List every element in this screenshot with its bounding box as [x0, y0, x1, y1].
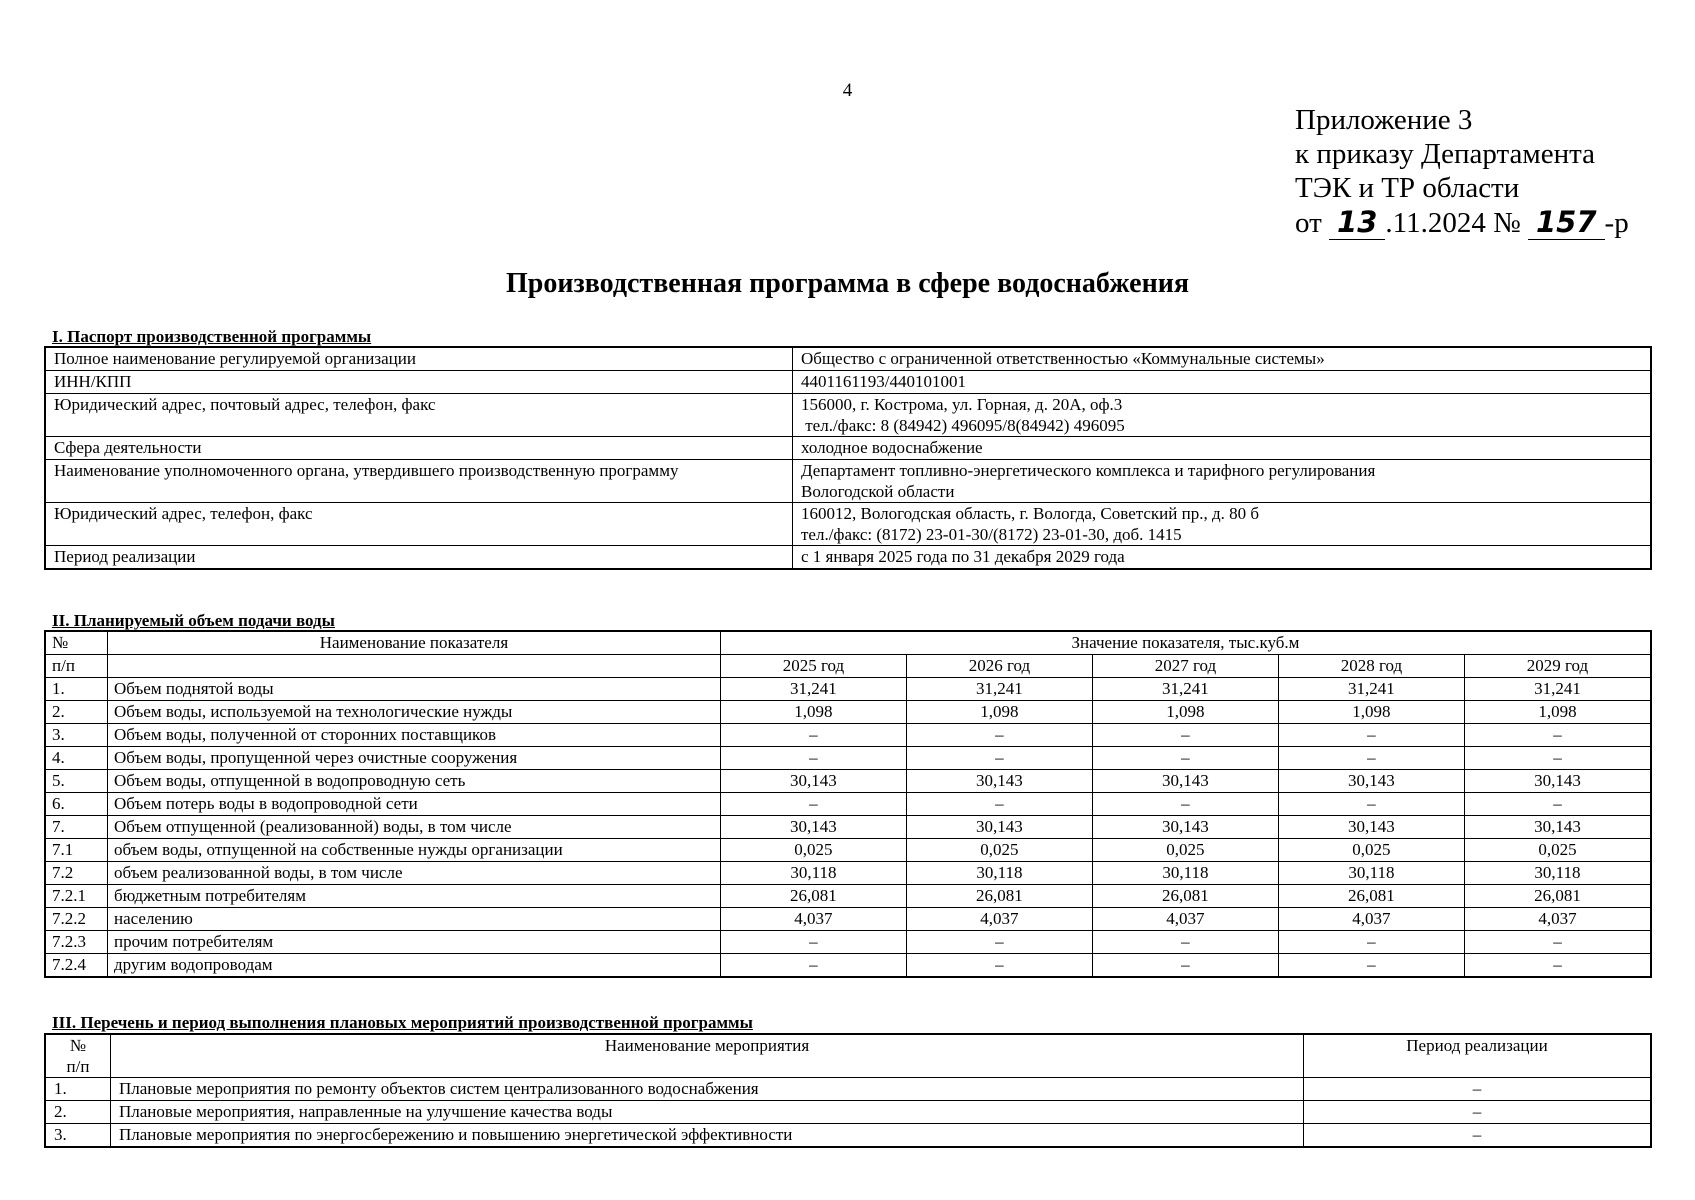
- plan-row-number: 3.: [45, 1124, 111, 1148]
- indicator-value: 26,081: [906, 885, 1092, 908]
- passport-label: Полное наименование регулируемой организации: [45, 347, 793, 371]
- indicator-value: 30,118: [720, 862, 906, 885]
- indicator-value: –: [1464, 793, 1651, 816]
- plan-header-row: [45, 1034, 1651, 1078]
- year-header: 2029 год: [1464, 655, 1651, 678]
- passport-value: 4401161193/440101001: [801, 372, 966, 391]
- indicator-value: 1,098: [1464, 701, 1651, 724]
- planned-measures-table: [44, 1033, 1652, 1148]
- indicator-value: 0,025: [1464, 839, 1651, 862]
- indicator-value: 30,118: [1092, 862, 1278, 885]
- plan-row-number: 2.: [45, 1101, 111, 1124]
- indicator-value: 1,098: [906, 701, 1092, 724]
- indicator-value: 4,037: [1278, 908, 1464, 931]
- passport-value: холодное водоснабжение: [801, 438, 983, 457]
- plan-row: [45, 1124, 1651, 1148]
- section-3-title: III. Перечень и период выполнения плановых мероприятий производственной программы: [52, 1013, 753, 1032]
- indicator-value: 30,143: [1278, 770, 1464, 793]
- indicator-value: –: [1278, 954, 1464, 978]
- passport-value-cell: [793, 394, 1652, 437]
- row-number: 6.: [45, 793, 108, 816]
- passport-value: с 1 января 2025 года по 31 декабря 2029 года: [801, 547, 1125, 566]
- appendix-block: [1295, 103, 1629, 240]
- passport-value-line2: тел./факс: 8 (84942) 496095/8(84942) 496095: [801, 416, 1125, 435]
- plan-row: [45, 1101, 1651, 1124]
- indicator-value: –: [720, 793, 906, 816]
- indicator-value: 30,118: [1464, 862, 1651, 885]
- row-number: 7.2.3: [45, 931, 108, 954]
- appendix-line-2: к приказу Департамента: [1295, 138, 1596, 170]
- plan-measure-name: Плановые мероприятия, направленные на улучшение качества воды: [111, 1101, 1304, 1124]
- indicator-value: 26,081: [1278, 885, 1464, 908]
- passport-value-cell: [793, 371, 1652, 394]
- appendix-line-3: ТЭК и ТР области: [1295, 172, 1520, 204]
- row-number: 1.: [45, 678, 108, 701]
- volume-row: [45, 839, 1651, 862]
- plan-col-name-header: Наименование мероприятия: [111, 1034, 1304, 1078]
- indicator-value: –: [1464, 724, 1651, 747]
- passport-label: Юридический адрес, телефон, факс: [45, 503, 793, 546]
- indicator-value: 4,037: [720, 908, 906, 931]
- indicator-name: объем воды, отпущенной на собственные нужды организации: [108, 839, 721, 862]
- indicator-value: 30,143: [1092, 770, 1278, 793]
- appendix-date-line: [1295, 205, 1629, 240]
- indicator-value: –: [1092, 931, 1278, 954]
- volume-row: [45, 770, 1651, 793]
- indicator-name: Объем воды, полученной от сторонних поставщиков: [108, 724, 721, 747]
- indicator-value: –: [1092, 793, 1278, 816]
- year-header: 2028 год: [1278, 655, 1464, 678]
- indicator-value: –: [1464, 747, 1651, 770]
- passport-label: Юридический адрес, почтовый адрес, телефон, факс: [45, 394, 793, 437]
- passport-value-cell: [793, 503, 1652, 546]
- passport-row: [45, 347, 1651, 371]
- volume-row: [45, 747, 1651, 770]
- indicator-value: –: [1092, 724, 1278, 747]
- indicator-value: –: [720, 724, 906, 747]
- indicator-value: 1,098: [720, 701, 906, 724]
- indicator-name: Объем потерь воды в водопроводной сети: [108, 793, 721, 816]
- indicator-value: –: [1278, 793, 1464, 816]
- year-header: 2026 год: [906, 655, 1092, 678]
- year-header: 2027 год: [1092, 655, 1278, 678]
- indicator-value: 26,081: [1092, 885, 1278, 908]
- indicator-value: –: [906, 931, 1092, 954]
- row-number: 7.2.1: [45, 885, 108, 908]
- volume-row: [45, 678, 1651, 701]
- indicator-value: –: [720, 954, 906, 978]
- indicator-name: другим водопроводам: [108, 954, 721, 978]
- indicator-value: 31,241: [1092, 678, 1278, 701]
- date-prefix: от: [1295, 207, 1322, 239]
- indicator-value: –: [1278, 747, 1464, 770]
- indicator-value: 30,143: [720, 770, 906, 793]
- volume-row: [45, 908, 1651, 931]
- indicator-name: Объем воды, пропущенной через очистные сооружения: [108, 747, 721, 770]
- indicator-value: 1,098: [1092, 701, 1278, 724]
- row-number: 7.1: [45, 839, 108, 862]
- indicator-value: 30,143: [1092, 816, 1278, 839]
- indicator-value: 31,241: [1464, 678, 1651, 701]
- plan-measure-name: Плановые мероприятия по ремонту объектов систем централизованного водоснабжения: [111, 1078, 1304, 1101]
- volume-row: [45, 724, 1651, 747]
- passport-row: [45, 437, 1651, 460]
- passport-value: 156000, г. Кострома, ул. Горная, д. 20А, оф.3: [801, 395, 1123, 414]
- passport-value-cell: [793, 437, 1652, 460]
- passport-value: Департамент топливно-энергетического комплекса и тарифного регулирования: [801, 461, 1376, 480]
- water-volume-table: [44, 630, 1652, 978]
- indicator-value: –: [1464, 954, 1651, 978]
- indicator-value: –: [906, 724, 1092, 747]
- passport-value-cell: [793, 347, 1652, 371]
- volume-row: [45, 954, 1651, 978]
- indicator-value: 31,241: [720, 678, 906, 701]
- indicator-value: 30,143: [720, 816, 906, 839]
- indicator-value: –: [720, 747, 906, 770]
- row-number: 7.2.2: [45, 908, 108, 931]
- volume-row: [45, 816, 1651, 839]
- volume-row: [45, 862, 1651, 885]
- indicator-name: прочим потребителям: [108, 931, 721, 954]
- row-number: 7.2.4: [45, 954, 108, 978]
- col-no2-header: п/п: [45, 655, 108, 678]
- volume-row: [45, 793, 1651, 816]
- plan-row-number: 1.: [45, 1078, 111, 1101]
- order-suffix: -р: [1604, 207, 1629, 239]
- row-number: 7.: [45, 816, 108, 839]
- passport-row: [45, 546, 1651, 570]
- passport-row: [45, 371, 1651, 394]
- indicator-value: –: [906, 954, 1092, 978]
- plan-period: –: [1304, 1078, 1652, 1101]
- col-no-header: №: [45, 631, 108, 655]
- indicator-value: 0,025: [906, 839, 1092, 862]
- volume-row: [45, 701, 1651, 724]
- indicator-value: 0,025: [1092, 839, 1278, 862]
- indicator-value: 4,037: [1092, 908, 1278, 931]
- indicator-value: –: [906, 793, 1092, 816]
- indicator-value: 31,241: [1278, 678, 1464, 701]
- row-number: 5.: [45, 770, 108, 793]
- appendix-line-1: Приложение 3: [1295, 104, 1473, 136]
- indicator-value: 30,143: [1464, 816, 1651, 839]
- indicator-value: 0,025: [720, 839, 906, 862]
- indicator-name: Объем поднятой воды: [108, 678, 721, 701]
- row-number: 4.: [45, 747, 108, 770]
- volume-header-row: [45, 631, 1651, 655]
- indicator-name: Объем воды, используемой на технологические нужды: [108, 701, 721, 724]
- row-number: 7.2: [45, 862, 108, 885]
- passport-label: Сфера деятельности: [45, 437, 793, 460]
- indicator-value: –: [720, 931, 906, 954]
- indicator-value: 30,118: [1278, 862, 1464, 885]
- indicator-value: 30,143: [1464, 770, 1651, 793]
- passport-value: 160012, Вологодская область, г. Вологда, Советский пр., д. 80 б: [801, 504, 1260, 523]
- indicator-value: 1,098: [1278, 701, 1464, 724]
- indicator-name: населению: [108, 908, 721, 931]
- indicator-value: 30,143: [1278, 816, 1464, 839]
- volume-row: [45, 931, 1651, 954]
- section-2-title: II. Планируемый объем подачи воды: [52, 611, 335, 630]
- plan-period: –: [1304, 1124, 1652, 1148]
- plan-row: [45, 1078, 1651, 1101]
- col-name-header: Наименование показателя: [108, 631, 721, 655]
- indicator-value: –: [906, 747, 1092, 770]
- indicator-value: –: [1092, 954, 1278, 978]
- year-header: 2025 год: [720, 655, 906, 678]
- indicator-value: –: [1092, 747, 1278, 770]
- indicator-value: 26,081: [1464, 885, 1651, 908]
- indicator-value: 30,118: [906, 862, 1092, 885]
- years-header-row: [45, 655, 1651, 678]
- passport-row: [45, 503, 1651, 546]
- passport-row: [45, 460, 1651, 503]
- plan-measure-name: Плановые мероприятия по энергосбережению и повышению энергетической эффективности: [111, 1124, 1304, 1148]
- plan-col-period-header: Период реализации: [1304, 1034, 1652, 1078]
- passport-value-cell: [793, 546, 1652, 570]
- passport-label: Период реализации: [45, 546, 793, 570]
- volume-row: [45, 885, 1651, 908]
- indicator-value: 0,025: [1278, 839, 1464, 862]
- indicator-name: Объем отпущенной (реализованной) воды, в том числе: [108, 816, 721, 839]
- indicator-value: –: [1278, 724, 1464, 747]
- page-number: 4: [842, 80, 853, 101]
- indicator-value: 30,143: [906, 816, 1092, 839]
- plan-period: –: [1304, 1101, 1652, 1124]
- section-1-title: I. Паспорт производственной программы: [52, 327, 372, 346]
- indicator-name: бюджетным потребителям: [108, 885, 721, 908]
- handwritten-number: 157: [1528, 205, 1605, 240]
- handwritten-day: 13: [1329, 205, 1385, 240]
- col-name-header-blank: [108, 655, 721, 678]
- indicator-name: объем реализованной воды, в том числе: [108, 862, 721, 885]
- indicator-value: 4,037: [906, 908, 1092, 931]
- indicator-value: 30,143: [906, 770, 1092, 793]
- indicator-name: Объем воды, отпущенной в водопроводную сеть: [108, 770, 721, 793]
- indicator-value: 31,241: [906, 678, 1092, 701]
- indicator-value: –: [1464, 931, 1651, 954]
- passport-value: Общество с ограниченной ответственностью «Коммунальные системы»: [801, 349, 1325, 368]
- passport-value-line2: тел./факс: (8172) 23-01-30/(8172) 23-01-30, доб. 1415: [801, 525, 1182, 544]
- indicator-value: 4,037: [1464, 908, 1651, 931]
- passport-value-line2: Вологодской области: [801, 482, 955, 501]
- document-title: Производственная программа в сфере водоснабжения: [505, 268, 1190, 299]
- plan-col-no-header: № п/п: [45, 1034, 111, 1078]
- indicator-value: –: [1278, 931, 1464, 954]
- passport-label: ИНН/КПП: [45, 371, 793, 394]
- row-number: 3.: [45, 724, 108, 747]
- col-value-group-header: Значение показателя, тыс.куб.м: [720, 631, 1651, 655]
- date-rest: .11.2024 №: [1385, 207, 1521, 239]
- passport-table: [44, 346, 1652, 570]
- passport-row: [45, 394, 1651, 437]
- row-number: 2.: [45, 701, 108, 724]
- passport-value-cell: [793, 460, 1652, 503]
- passport-label: Наименование уполномоченного органа, утвердившего производственную программу: [45, 460, 793, 503]
- indicator-value: 26,081: [720, 885, 906, 908]
